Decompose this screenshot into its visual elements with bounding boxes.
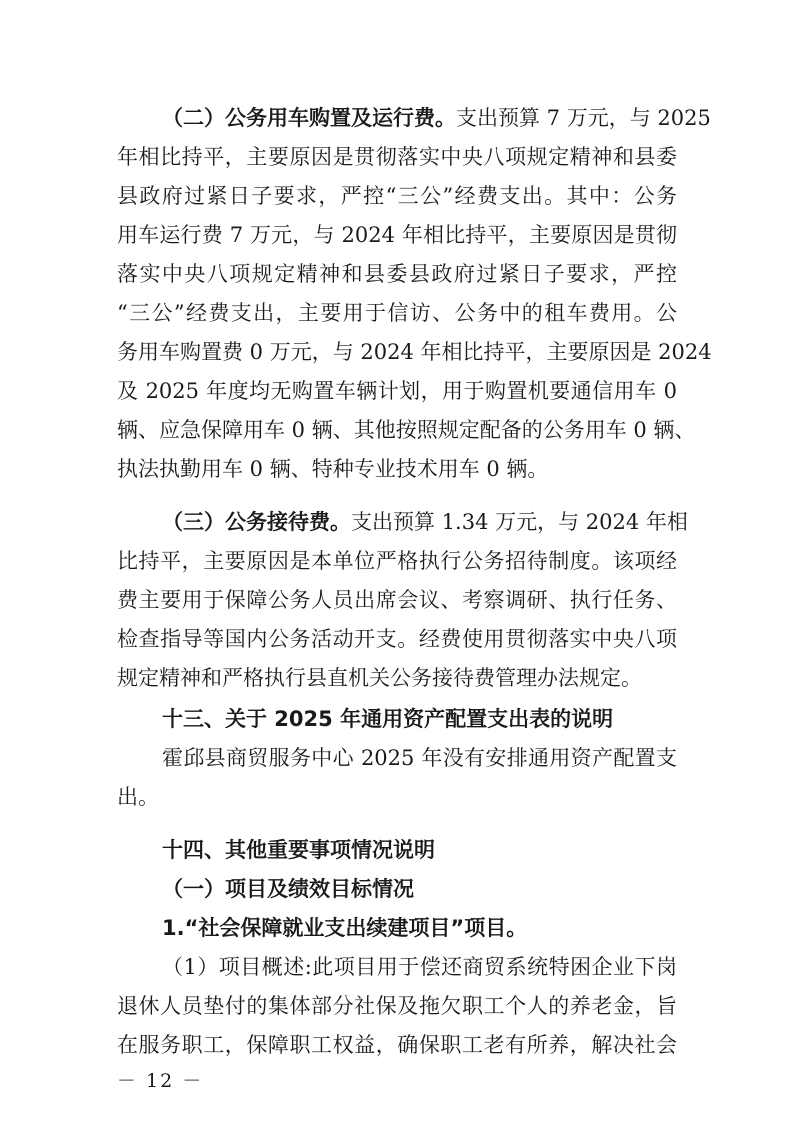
body-line: 霍邱县商贸服务中心 2025 年没有安排通用资产配置支 — [162, 746, 677, 770]
body-line: 费主要用于保障公务人员出席会议、考察调研、执行任务、 — [117, 588, 677, 612]
page-number: － 12 － — [117, 1070, 204, 1092]
section13-heading: 十三、关于 2025 年通用资产配置支出表的说明 — [162, 707, 614, 731]
body-line: （1）项目概述:此项目用于偿还商贸系统特困企业下岗 — [162, 955, 677, 979]
body-line: 务用车购置费 0 万元，与 2024 年相比持平，主要原因是 2024 — [117, 340, 712, 364]
section3-first-line-text: 支出预算 1.34 万元，与 2024 年相 — [351, 510, 688, 534]
body-line: 县政府过紧日子要求，严控“三公”经费支出。其中：公务 — [117, 184, 677, 208]
body-line: 退休人员垫付的集体部分社保及拖欠职工个人的养老金，旨 — [117, 994, 677, 1018]
body-line: 落实中央八项规定精神和县委县政府过紧日子要求，严控 — [117, 262, 677, 286]
body-line: 检查指导等国内公务活动开支。经费使用贯彻落实中央八项 — [117, 627, 677, 651]
section14-subheading: （一）项目及绩效目标情况 — [162, 877, 414, 901]
body-line: 执法执勤用车 0 辆、特种专业技术用车 0 辆。 — [117, 457, 549, 481]
section2-heading: （二）公务用车购置及运行费。 — [162, 106, 456, 130]
body-line: 出。 — [117, 785, 159, 809]
section2-first-line-text: 支出预算 7 万元，与 2025 — [456, 106, 711, 130]
item1-heading: 1.“社会保障就业支出续建项目”项目。 — [162, 916, 528, 940]
body-line: 规定精神和严格执行县直机关公务接待费管理办法规定。 — [117, 666, 642, 690]
body-line: 用车运行费 7 万元，与 2024 年相比持平，主要原因是贯彻 — [117, 223, 677, 247]
body-line: 及 2025 年度均无购置车辆计划，用于购置机要通信用车 0 — [117, 379, 677, 403]
section3-first-line — [162, 508, 688, 536]
body-line: 比持平，主要原因是本单位严格执行公务招待制度。该项经 — [117, 549, 677, 573]
body-line: 年相比持平，主要原因是贯彻落实中央八项规定精神和县委 — [117, 145, 677, 169]
section2-first-line — [162, 104, 711, 132]
body-line: 在服务职工，保障职工权益，确保职工老有所养，解决社会 — [117, 1033, 677, 1057]
body-line: 辆、应急保障用车 0 辆、其他按照规定配备的公务用车 0 辆、 — [117, 418, 696, 442]
body-line: “三公”经费支出，主要用于信访、公务中的租车费用。公 — [117, 301, 677, 325]
section3-heading: （三）公务接待费。 — [162, 510, 351, 534]
section14-heading: 十四、其他重要事项情况说明 — [162, 838, 435, 862]
